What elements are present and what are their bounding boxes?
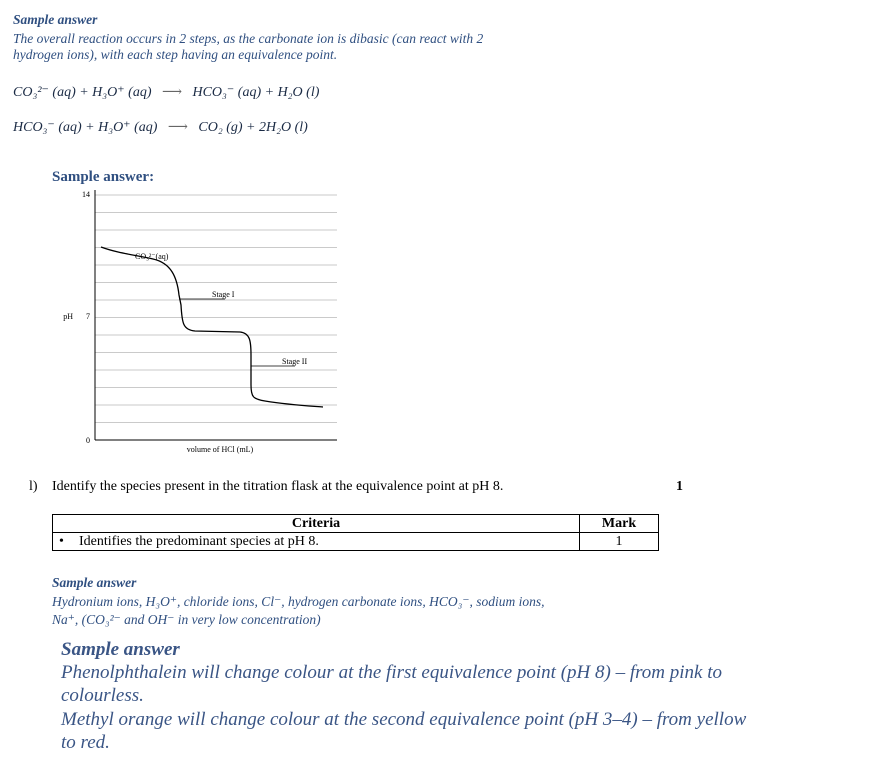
question-number: l)	[29, 479, 38, 494]
mark-cell: 1	[580, 533, 659, 551]
chart-title: Sample answer:	[52, 169, 155, 185]
sample-answer-label: Sample answer	[61, 639, 180, 660]
equation-left: CO₃²⁻ (aq) + H₃O⁺ (aq)	[13, 85, 152, 100]
equation-left: HCO₃⁻ (aq) + H₃O⁺ (aq)	[13, 120, 158, 135]
y-tick-label: 0	[86, 436, 90, 445]
criteria-table	[52, 514, 659, 551]
answer-text-line: colourless.	[61, 685, 144, 706]
arrow-icon: ⟶	[161, 85, 183, 100]
y-tick-label: 7	[86, 312, 90, 321]
answer-text-line: Hydronium ions, H₃O⁺, chloride ions, Cl⁻, hydrogen carbonate ions, HCO₃⁻, sodium ions,	[52, 594, 545, 609]
arrow-icon: ⟶	[167, 120, 188, 135]
table-header-row	[53, 515, 659, 533]
annotation-stage-1: Stage I	[212, 290, 235, 299]
annotation-stage-2: Stage II	[282, 357, 308, 366]
y-tick-label: 14	[82, 190, 90, 199]
criteria-cell	[53, 533, 580, 551]
question-marks: 1	[676, 479, 683, 494]
answer-text-line: to red.	[61, 732, 110, 753]
answer-text-line: hydrogen ions), with each step having an equivalence point.	[13, 47, 338, 62]
chart-grid	[95, 195, 337, 440]
question-text: Identify the species present in the titration flask at the equivalence point at pH 8.	[52, 479, 504, 494]
answer-text-line: Na⁺, (CO₃²⁻ and OH⁻ in very low concentration)	[52, 612, 321, 627]
y-axis-label: pH	[63, 312, 73, 321]
answer-text-line: Phenolphthalein will change colour at the first equivalence point (pH 8) – from pink to	[61, 662, 723, 683]
answer-text-line: The overall reaction occurs in 2 steps, as the carbonate ion is dibasic (can react with 2	[13, 31, 484, 46]
sample-answer-label: Sample answer	[13, 12, 98, 27]
titration-curve	[101, 247, 323, 407]
criteria-header: Criteria	[53, 515, 580, 533]
annotation-carbonate: CO₃²⁻(aq)	[135, 252, 169, 261]
bullet: •	[59, 533, 64, 549]
equation-right: CO₂ (g) + 2H₂O (l)	[198, 120, 308, 135]
sample-answer-label: Sample answer	[52, 575, 137, 590]
criteria-text: Identifies the predominant species at pH 8.	[79, 533, 319, 549]
x-axis-label: volume of HCl (mL)	[186, 445, 254, 454]
mark-header: Mark	[580, 515, 659, 533]
equation-1	[13, 84, 319, 101]
answer-text-line: Methyl orange will change colour at the second equivalence point (pH 3–4) – from yellow	[61, 709, 747, 730]
table-row	[53, 533, 659, 551]
equation-2	[13, 119, 308, 136]
equation-right: HCO₃⁻ (aq) + H₂O (l)	[192, 85, 320, 100]
titration-curve-chart	[55, 185, 345, 455]
